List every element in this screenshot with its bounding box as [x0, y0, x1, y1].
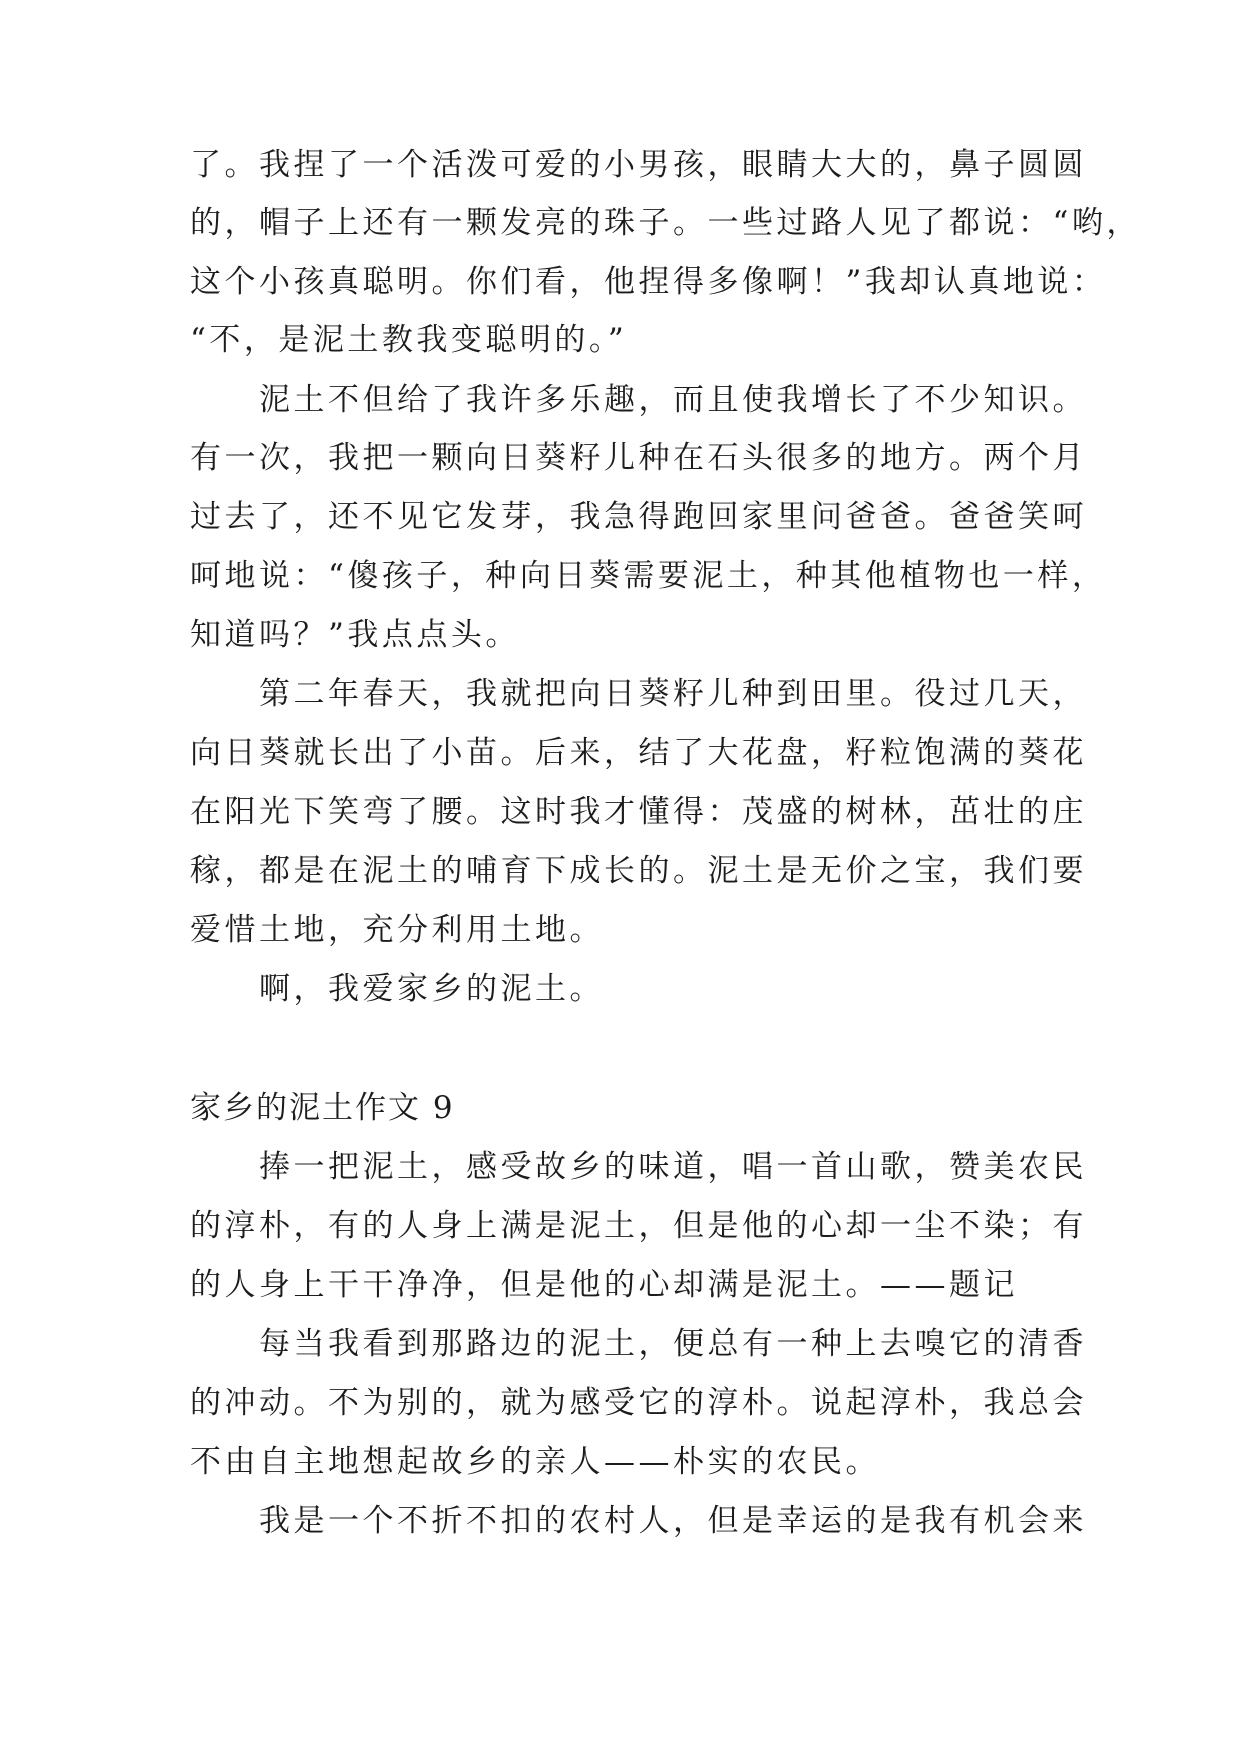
text-line: 这个小孩真聪明。你们看，他捏得多像啊！”我却认真地说： [190, 264, 1107, 300]
text-line: 捧一把泥土，感受故乡的味道，唱一首山歌，赞美农民 [190, 1149, 1087, 1185]
section-heading: 家乡的泥土作文 9 [190, 1090, 455, 1126]
text-line: 过去了，还不见它发芽，我急得跑回家里问爸爸。爸爸笑呵 [190, 499, 1087, 535]
text-line: 了。我捏了一个活泼可爱的小男孩，眼睛大大的，鼻子圆圆 [190, 147, 1087, 183]
text-line: 泥土不但给了我许多乐趣，而且使我增长了不少知识。 [190, 382, 1087, 418]
text-line: 的人身上干干净净，但是他的心却满是泥土。——题记 [190, 1267, 1018, 1303]
text-line: 有一次，我把一颗向日葵籽儿种在石头很多的地方。两个月 [190, 440, 1087, 476]
text-line: 爱惜土地，充分利用土地。 [190, 912, 604, 948]
text-line: 啊，我爱家乡的泥土。 [190, 971, 604, 1007]
text-line: 的冲动。不为别的，就为感受它的淳朴。说起淳朴，我总会 [190, 1385, 1087, 1421]
text-line: 不由自主地想起故乡的亲人——朴实的农民。 [190, 1444, 880, 1480]
text-line: 的淳朴，有的人身上满是泥土，但是他的心却一尘不染；有 [190, 1208, 1087, 1244]
text-line: 在阳光下笑弯了腰。这时我才懂得：茂盛的树林，茁壮的庄 [190, 794, 1087, 830]
text-line: 知道吗？”我点点头。 [190, 617, 520, 653]
text-line: 稼，都是在泥土的哺育下成长的。泥土是无价之宝，我们要 [190, 853, 1087, 889]
text-line: 向日葵就长出了小苗。后来，结了大花盘，籽粒饱满的葵花 [190, 735, 1087, 771]
text-line: 我是一个不折不扣的农村人，但是幸运的是我有机会来 [190, 1503, 1087, 1539]
text-line: “不，是泥土教我变聪明的。” [190, 322, 628, 358]
text-line: 呵地说：“傻孩子，种向日葵需要泥土，种其他植物也一样， [190, 558, 1107, 594]
text-line: 每当我看到那路边的泥土，便总有一种上去嗅它的清香 [190, 1326, 1087, 1362]
text-line: 的，帽子上还有一颗发亮的珠子。一些过路人见了都说：“哟， [190, 205, 1141, 241]
text-line: 第二年春天，我就把向日葵籽儿种到田里。役过几天， [190, 676, 1087, 712]
